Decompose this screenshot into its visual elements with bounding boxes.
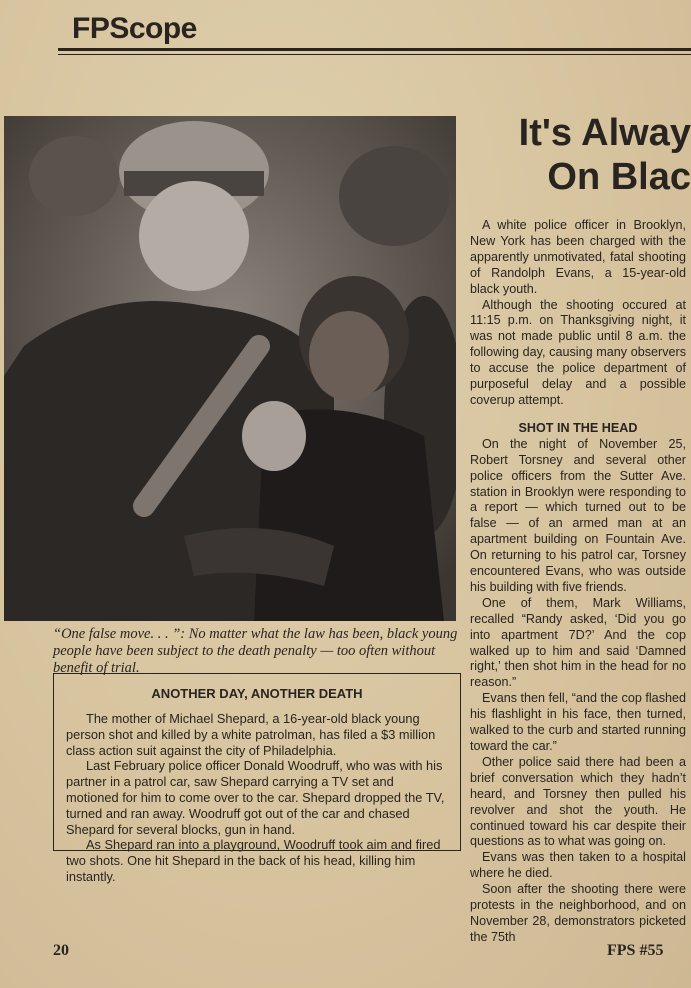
article-paragraph: Other police said there had been a brief conversation which they hadn’t heard, and Torsney then pulled his revolver and shot the youth. He continued toward his car despite their questions as to what was going on. (470, 754, 686, 849)
article-paragraph: Evans was then taken to a hospital where he died. (470, 850, 686, 881)
article-column (470, 218, 686, 946)
headline-line-2: On Blac (547, 156, 691, 198)
photo-caption: “One false move. . . ”: No matter what the law has been, black young people have been subject to the death penalty — too often without benefit of trial. (53, 626, 458, 676)
article-paragraph: On the night of November 25, Robert Torsney and several other police officers from the Sutter Ave. station in Brooklyn were responding to a report — which turned out to be false — of an armed man at an apartment building on Fountain Ave. On returning to his patrol car, Torsney encountered Evans, who was outside his building with five friends. (470, 436, 686, 594)
sidebar-title: ANOTHER DAY, ANOTHER DEATH (151, 686, 363, 701)
sidebar-paragraph: As Shepard ran into a playground, Woodruff took aim and fired two shots. One hit Shepard in the back of his head, killing him instantly. (66, 837, 441, 884)
sidebar-paragraph: The mother of Michael Shepard, a 16-year-old black young person shot and killed by a white patrolman, has filed a $3 million class action suit against the city of Philadelphia. (66, 711, 436, 758)
article-paragraph: Evans then fell, “and the cop flashed his flashlight in his face, then turned, walked to the curb and started running toward the car.” (470, 691, 686, 753)
article-paragraph: A white police officer in Brooklyn, New York has been charged with the apparently unmotivated, fatal shooting of Randolph Evans, a 15-year-old black youth. (470, 218, 686, 296)
sidebar-box (53, 673, 461, 884)
sidebar-paragraph: Last February police officer Donald Woodruff, who was with his partner in a patrol car, saw Shepard carrying a TV set and motioned for him to come over to the car. Shepard dropped the TV, turned and ran away. Woodruff got out of the car and chased Shepard for several blocks, gun in hand. (66, 758, 445, 837)
article-paragraph: Although the shooting occured at 11:15 p.m. on Thanksgiving night, it was not made public until 8 a.m. the following day, causing many observers to accuse the police department of purposeful delay and a possible coverup attempt. (470, 297, 686, 407)
article-paragraph: Soon after the shooting there were protests in the neighborhood, and on November 28, demonstrators picketed the 75th (470, 882, 686, 944)
masthead-rule (58, 48, 691, 51)
article-paragraph: One of them, Mark Williams, recalled “Randy asked, ‘Did you go into apartment 7D?’ And the cop walked up to him and said ‘Damned right,’ then shot him in the head for no reason.” (470, 595, 686, 690)
masthead-logo: FPScope (72, 12, 197, 45)
issue-label: FPS #55 (607, 942, 664, 959)
article-subhead: SHOT IN THE HEAD (518, 420, 638, 435)
headline-line-1: It's Alway (518, 112, 691, 154)
news-photo (4, 116, 456, 621)
page-number: 20 (53, 942, 69, 959)
masthead-rule-thin (58, 54, 691, 55)
